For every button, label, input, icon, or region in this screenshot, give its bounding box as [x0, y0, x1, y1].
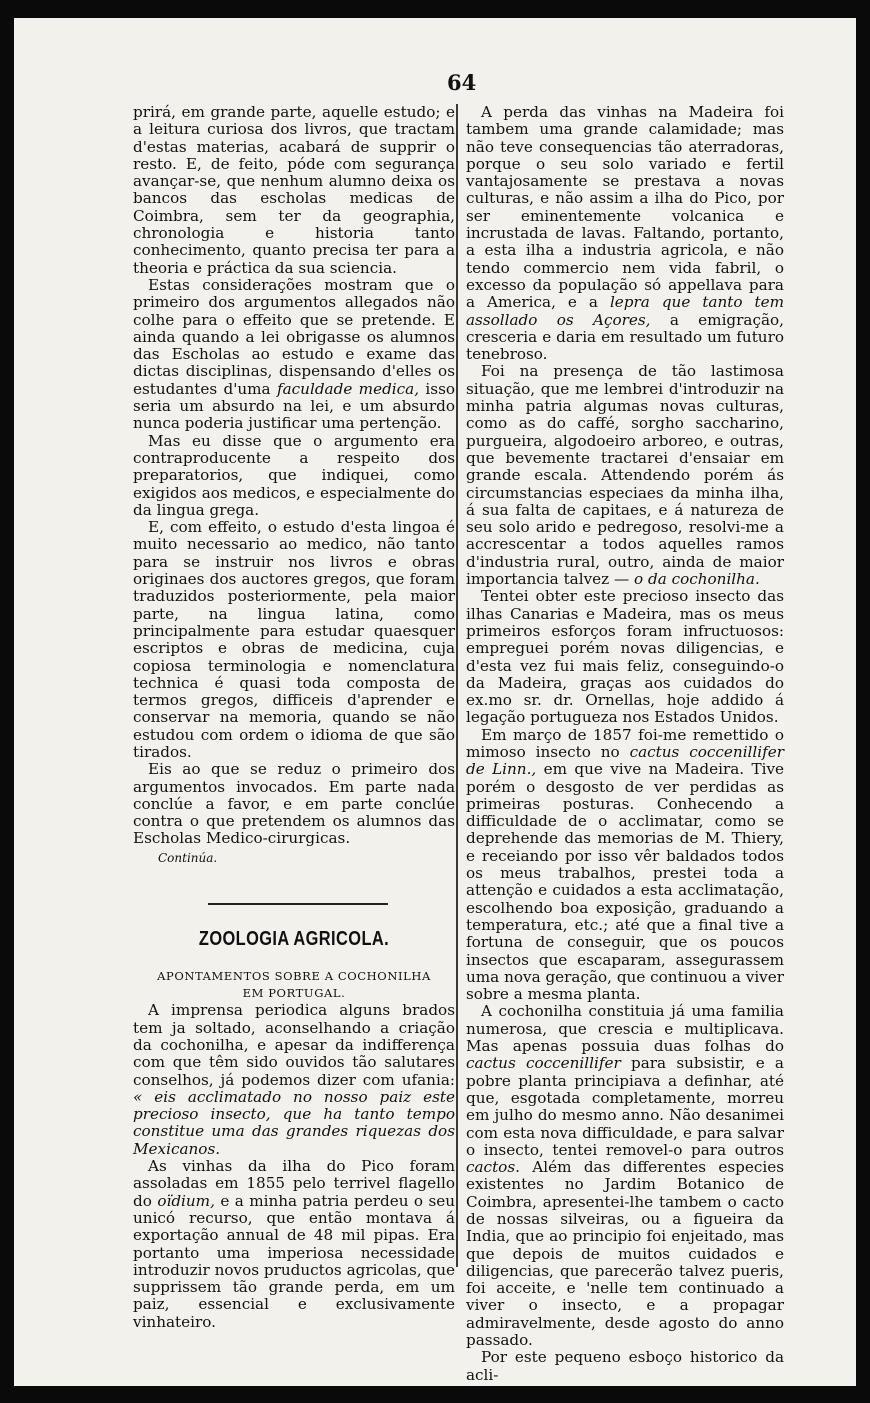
- paragraph: A imprensa periodica alguns brados tem ja soltado, aconselhando a criação da cochonilha, e apesar da indifferença com que têm sido ouvidos tão salutares conselhos, já podemos dizer com ufania: « eis acclimatado no nosso paiz este precioso insecto, que ha tanto tempo constitue uma das grandes riquezas dos Mexicanos.: [133, 1001, 455, 1158]
- paragraph: Eis ao que se reduz o primeiro dos argumentos invocados. Em parte nada conclúe a favor, e em parte conclúe contra o que pretendem os alumnos das Escholas Medico-cirurgicas.: [133, 760, 455, 848]
- paragraph: As vinhas da ilha do Pico foram assoladas em 1855 pelo terrivel flagello do oïdium, e a minha patria perdeu o seu unicó recurso, que então montava á exportação annual de 48 mil pipas. Era portanto uma imperiosa necessidade introduzir novos pruductos agricolas, que supprissem tão grande perda, em um paiz, essencial e exclusivamente vinhateiro.: [133, 1157, 456, 1331]
- column-divider: [456, 104, 458, 1267]
- paragraph: Tentei obter este precioso insecto das ilhas Canarias e Madeira, mas os meus primeiros esforços foram infructuosos: empreguei porém novas diligencias, e d'esta vez fui mais feliz, conseguindo-o da Madeira, graças aos cuidados do ex.mo sr. dr. Ornellas, hoje addido á legação portugueza nos Estados Unidos.: [466, 587, 784, 727]
- paragraph: Foi na presença de tão lastimosa situação, que me lembrei d'introduzir na minha patria algumas novas culturas, como as do caffé, sorgho saccharino, purgueira, algodoeiro arboreo, e outras, que bevemente tractarei d'ensaiar em grande escala. Attendendo porém ás circumstancias especiaes da minha ilha, á sua falta de capitaes, e á natureza de seu solo arido e pedregoso, resolvi-me a accrescentar a todos aquelles ramos d'industria rural, outro, ainda de maior importancia talvez — o da cochonilha.: [466, 362, 784, 589]
- paragraph: E, com effeito, o estudo d'esta lingoa é muito necessario ao medico, não tanto para se instruir nos livros e obras originaes dos auctores gregos, que foram traduzidos posteriormente, pela maior parte, na lingua latina, como principalmente para estudar quaesquer escriptos e obras de medicina, cuja copiosa terminologia e nomenclatura technica é quasi toda composta de termos gregos, difficeis d'aprender e conservar na memoria, quando se não estudou com ordem o idioma de que são tirados.: [133, 518, 455, 761]
- continued-note: Continúa.: [158, 850, 218, 865]
- paragraph: Mas eu disse que o argumento era contraproducente a respeito dos preparatorios, que indiquei, como exigidos aos medicos, e especialmente do da lingua grega.: [133, 431, 455, 519]
- paragraph: A cochonilha constituia já uma familia numerosa, que crescia e multiplicava. Mas apenas possuia duas folhas do cactus coccenillifer para subsistir, e a pobre planta principiava a definhar, até que, esgotada completamente, morreu em julho do mesmo anno. Não desanimei com esta nova difficuldade, e para salvar o insecto, tentei removel-o para outros cactos. Além das differentes especies existentes no Jardim Botanico de Coimbra, apresentei-lhe tambem o cacto de nossas silveiras, ou a figueira da India, que ao principio foi enjeitado, mas que depois de muitos cuidados e diligencias, que parecerão talvez pueris, foi acceite, e 'nelle tem continuado a viver o insecto, e a propagar admiravelmente, desde agosto do anno passado.: [466, 1002, 784, 1350]
- paragraph: Em março de 1857 foi-me remettido o mimoso insecto no cactus coccenillifer de Linn., em que vive na Madeira. Tive porém o desgosto de ver perdidas as primeiras posturas. Conhecendo a difficuldade de o acclimatar, como se deprehende das memorias de M. Thiery, e receiando por isso vêr baldados todos os meus trabalhos, prestei toda a attenção e cuidados a esta acclimatação, escolhendo boa exposição, graduando a temperatura, etc.; até que a final tive a fortuna de conseguir, que os poucos insectos que escaparam, assegurassem uma nova geração, que continuou a viver sobre a mesma planta.: [466, 725, 785, 1004]
- section-title: ZOOLOGIA AGRICOLA.: [198, 928, 390, 951]
- left-column: [133, 104, 455, 1331]
- article-subtitle: APONTAMENTOS SOBRE A COCHONILHA EM PORTUGAL.: [157, 969, 431, 1001]
- right-column: [466, 104, 784, 1384]
- paragraph: prirá, em grande parte, aquelle estudo; e a leitura curiosa dos livros, que tractam d'estas materias, acabará de supprir o resto. E, de feito, póde com segurança avançar-se, que nenhum alumno deixa os bancos das escholas medicas de Coimbra, sem ter da geographia, chronologia e historia tanto conhecimento, quanto precisa ter para a theoria e práctica da sua sciencia.: [133, 103, 455, 277]
- section-divider: [208, 903, 388, 905]
- paragraph: Estas considerações mostram que o primeiro dos argumentos allegados não colhe para o effeito que se pretende. E ainda quando a lei obrigasse os alumnos das Escholas ao estudo e exame das dictas disciplinas, dispensando d'elles os estudantes d'uma faculdade medica, isso seria um absurdo na lei, e um absurdo nunca poderia justificar uma pertenção.: [133, 275, 456, 433]
- paragraph: Por este pequeno esboço historico da acli-: [466, 1348, 784, 1384]
- paragraph: A perda das vinhas na Madeira foi tambem uma grande calamidade; mas não teve consequencias tão aterradoras, porque o seu solo variado e fertil vantajosamente se prestava a novas culturas, e não assim a ilha do Pico, por ser eminentemente volcanica e incrustada de lavas. Faltando, portanto, a esta ilha a industria agricola, e não tendo commercio nem vida fabril, o excesso da população só appellava para a America, e a lepra que tanto tem assollado os Açores, a emigração, cresceria e daria em resultado um futuro tenebroso.: [466, 103, 784, 364]
- page-number: 64: [447, 70, 477, 95]
